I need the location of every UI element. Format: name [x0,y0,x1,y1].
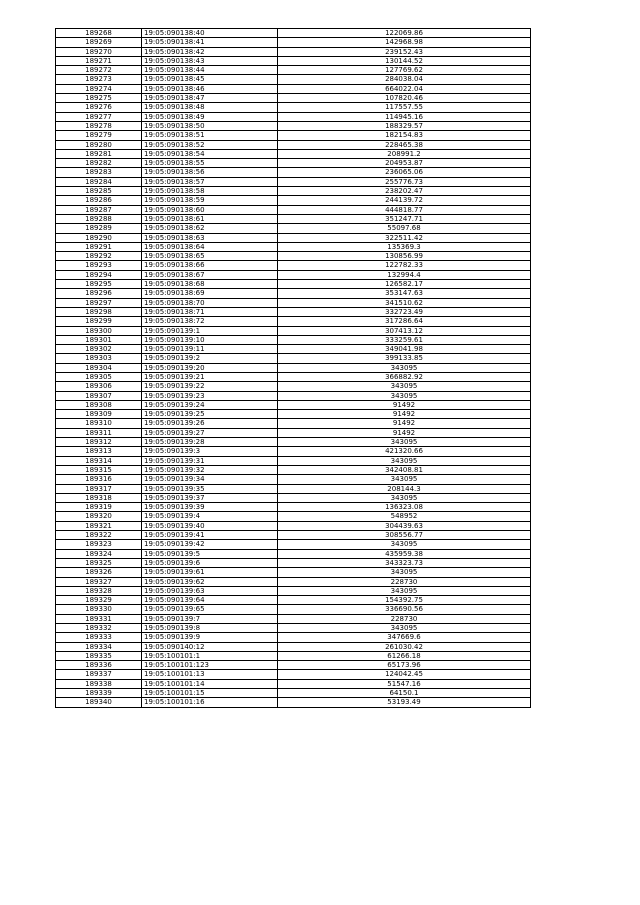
value-cell: 117557.55 [278,103,531,112]
table-row [56,661,531,670]
value-cell: 91492 [278,419,531,428]
value-cell: 343095 [278,568,531,577]
row-number-cell: 189273 [56,75,142,84]
value-cell: 135369.3 [278,242,531,251]
cadastral-number-cell: 19:05:090138:47 [142,94,278,103]
row-number-cell: 189268 [56,29,142,38]
value-cell: 239152.43 [278,47,531,56]
value-cell: 204953.87 [278,159,531,168]
table-row [56,540,531,549]
row-number-cell: 189331 [56,614,142,623]
value-cell: 343095 [278,624,531,633]
table-row [56,568,531,577]
row-number-cell: 189276 [56,103,142,112]
row-number-cell: 189293 [56,261,142,270]
row-number-cell: 189321 [56,521,142,530]
row-number-cell: 189333 [56,633,142,642]
table-row [56,187,531,196]
table-row [56,38,531,47]
cadastral-number-cell: 19:05:090139:62 [142,577,278,586]
row-number-cell: 189323 [56,540,142,549]
cadastral-number-cell: 19:05:090139:61 [142,568,278,577]
row-number-cell: 189310 [56,419,142,428]
table-row [56,614,531,623]
table-row [56,382,531,391]
table-row [56,75,531,84]
value-cell: 399133.85 [278,354,531,363]
cadastral-number-cell: 19:05:100101:14 [142,679,278,688]
cadastral-number-cell: 19:05:090139:35 [142,484,278,493]
cadastral-number-cell: 19:05:090139:21 [142,372,278,381]
row-number-cell: 189277 [56,112,142,121]
cadastral-number-cell: 19:05:090138:70 [142,298,278,307]
value-cell: 343095 [278,382,531,391]
row-number-cell: 189326 [56,568,142,577]
row-number-cell: 189306 [56,382,142,391]
cadastral-number-cell: 19:05:090138:51 [142,131,278,140]
row-number-cell: 189308 [56,400,142,409]
row-number-cell: 189324 [56,549,142,558]
value-cell: 284038.04 [278,75,531,84]
row-number-cell: 189318 [56,493,142,502]
cadastral-number-cell: 19:05:090138:50 [142,121,278,130]
table-row [56,484,531,493]
row-number-cell: 189291 [56,242,142,251]
row-number-cell: 189297 [56,298,142,307]
table-row [56,112,531,121]
cadastral-number-cell: 19:05:090139:10 [142,335,278,344]
row-number-cell: 189272 [56,66,142,75]
value-cell: 343095 [278,391,531,400]
cadastral-number-cell: 19:05:090139:5 [142,549,278,558]
value-cell: 304439.63 [278,521,531,530]
table-row [56,289,531,298]
value-cell: 349041.98 [278,345,531,354]
cadastral-number-cell: 19:05:090139:6 [142,558,278,567]
table-row [56,168,531,177]
table-row [56,419,531,428]
value-cell: 244139.72 [278,196,531,205]
cadastral-number-cell: 19:05:090138:40 [142,29,278,38]
table-row [56,298,531,307]
value-cell: 132994.4 [278,270,531,279]
cadastral-number-cell: 19:05:090138:61 [142,214,278,223]
value-cell: 322511.42 [278,233,531,242]
table-row [56,531,531,540]
cadastral-number-cell: 19:05:090139:7 [142,614,278,623]
row-number-cell: 189332 [56,624,142,633]
table-row [56,84,531,93]
table-row [56,94,531,103]
value-cell: 61266.18 [278,651,531,660]
value-cell: 126582.17 [278,280,531,289]
value-cell: 228730 [278,614,531,623]
table-row [56,670,531,679]
cadastral-number-cell: 19:05:090139:1 [142,326,278,335]
row-number-cell: 189270 [56,47,142,56]
row-number-cell: 189317 [56,484,142,493]
table-row [56,29,531,38]
table-row [56,354,531,363]
value-cell: 55097.68 [278,224,531,233]
row-number-cell: 189280 [56,140,142,149]
row-number-cell: 189327 [56,577,142,586]
value-cell: 421320.66 [278,447,531,456]
table-body [56,29,531,708]
row-number-cell: 189285 [56,187,142,196]
value-cell: 664022.04 [278,84,531,93]
row-number-cell: 189279 [56,131,142,140]
value-cell: 548952 [278,512,531,521]
row-number-cell: 189286 [56,196,142,205]
cadastral-number-cell: 19:05:090139:20 [142,363,278,372]
row-number-cell: 189315 [56,465,142,474]
cadastral-number-cell: 19:05:090138:68 [142,280,278,289]
value-cell: 343095 [278,586,531,595]
table-row [56,391,531,400]
row-number-cell: 189294 [56,270,142,279]
value-cell: 228730 [278,577,531,586]
value-cell: 343323.73 [278,558,531,567]
row-number-cell: 189292 [56,252,142,261]
value-cell: 336690.56 [278,605,531,614]
table-row [56,456,531,465]
value-cell: 53193.49 [278,698,531,707]
table-row [56,642,531,651]
value-cell: 228465.38 [278,140,531,149]
value-cell: 444818.77 [278,205,531,214]
table-row [56,140,531,149]
cadastral-number-cell: 19:05:090138:42 [142,47,278,56]
value-cell: 351247.71 [278,214,531,223]
table-row [56,196,531,205]
value-cell: 142968.98 [278,38,531,47]
value-cell: 188329.57 [278,121,531,130]
cadastral-number-cell: 19:05:090139:26 [142,419,278,428]
cadastral-number-cell: 19:05:090139:25 [142,410,278,419]
cadastral-number-cell: 19:05:100101:16 [142,698,278,707]
value-cell: 343095 [278,438,531,447]
value-cell: 332723.49 [278,307,531,316]
cadastral-number-cell: 19:05:090139:65 [142,605,278,614]
cadastral-number-cell: 19:05:090139:63 [142,586,278,595]
table-row [56,400,531,409]
cadastral-number-cell: 19:05:090139:31 [142,456,278,465]
cadastral-number-cell: 19:05:090139:39 [142,503,278,512]
table-row [56,503,531,512]
cadastral-number-cell: 19:05:090138:64 [142,242,278,251]
value-cell: 343095 [278,493,531,502]
cadastral-number-cell: 19:05:090139:64 [142,596,278,605]
value-cell: 347669.6 [278,633,531,642]
value-cell: 208991.2 [278,149,531,158]
row-number-cell: 189325 [56,558,142,567]
value-cell: 343095 [278,363,531,372]
table-row [56,345,531,354]
table-row [56,307,531,316]
table-row [56,651,531,660]
table-row [56,410,531,419]
table-row [56,56,531,65]
value-cell: 366882.92 [278,372,531,381]
data-table [55,28,531,708]
row-number-cell: 189311 [56,428,142,437]
cadastral-number-cell: 19:05:090138:72 [142,317,278,326]
cadastral-number-cell: 19:05:090138:58 [142,187,278,196]
table-row [56,679,531,688]
row-number-cell: 189305 [56,372,142,381]
cadastral-number-cell: 19:05:090138:59 [142,196,278,205]
value-cell: 255776.73 [278,177,531,186]
value-cell: 308556.77 [278,531,531,540]
table-row [56,475,531,484]
value-cell: 64150.1 [278,689,531,698]
row-number-cell: 189275 [56,94,142,103]
row-number-cell: 189340 [56,698,142,707]
table-row [56,438,531,447]
cadastral-number-cell: 19:05:090139:24 [142,400,278,409]
table-row [56,698,531,707]
cadastral-number-cell: 19:05:090139:32 [142,465,278,474]
row-number-cell: 189295 [56,280,142,289]
row-number-cell: 189335 [56,651,142,660]
row-number-cell: 189288 [56,214,142,223]
table-row [56,521,531,530]
row-number-cell: 189329 [56,596,142,605]
value-cell: 124042.45 [278,670,531,679]
table-row [56,363,531,372]
table-row [56,605,531,614]
cadastral-number-cell: 19:05:090138:52 [142,140,278,149]
value-cell: 343095 [278,475,531,484]
table-row [56,233,531,242]
value-cell: 114945.16 [278,112,531,121]
cadastral-number-cell: 19:05:100101:123 [142,661,278,670]
row-number-cell: 189281 [56,149,142,158]
row-number-cell: 189282 [56,159,142,168]
cadastral-number-cell: 19:05:090138:43 [142,56,278,65]
cadastral-number-cell: 19:05:090138:60 [142,205,278,214]
cadastral-number-cell: 19:05:090138:63 [142,233,278,242]
cadastral-number-cell: 19:05:090138:48 [142,103,278,112]
table-row [56,280,531,289]
cadastral-number-cell: 19:05:090138:66 [142,261,278,270]
table-row [56,465,531,474]
value-cell: 107820.46 [278,94,531,103]
cadastral-number-cell: 19:05:090139:41 [142,531,278,540]
row-number-cell: 189313 [56,447,142,456]
row-number-cell: 189283 [56,168,142,177]
table-row [56,149,531,158]
value-cell: 343095 [278,540,531,549]
row-number-cell: 189307 [56,391,142,400]
cadastral-number-cell: 19:05:090139:8 [142,624,278,633]
value-cell: 307413.12 [278,326,531,335]
row-number-cell: 189287 [56,205,142,214]
table-row [56,317,531,326]
cadastral-number-cell: 19:05:090139:4 [142,512,278,521]
row-number-cell: 189316 [56,475,142,484]
cadastral-number-cell: 19:05:090138:62 [142,224,278,233]
cadastral-number-cell: 19:05:090138:55 [142,159,278,168]
row-number-cell: 189301 [56,335,142,344]
value-cell: 238202.47 [278,187,531,196]
row-number-cell: 189322 [56,531,142,540]
cadastral-number-cell: 19:05:090139:9 [142,633,278,642]
row-number-cell: 189314 [56,456,142,465]
table-row [56,242,531,251]
cadastral-number-cell: 19:05:090139:11 [142,345,278,354]
cadastral-number-cell: 19:05:090139:34 [142,475,278,484]
row-number-cell: 189269 [56,38,142,47]
table-row [56,428,531,437]
table-row [56,493,531,502]
row-number-cell: 189328 [56,586,142,595]
row-number-cell: 189338 [56,679,142,688]
table-row [56,224,531,233]
row-number-cell: 189274 [56,84,142,93]
value-cell: 333259.61 [278,335,531,344]
row-number-cell: 189284 [56,177,142,186]
cadastral-number-cell: 19:05:090139:37 [142,493,278,502]
value-cell: 154392.75 [278,596,531,605]
value-cell: 208144.3 [278,484,531,493]
row-number-cell: 189320 [56,512,142,521]
value-cell: 136323.08 [278,503,531,512]
table-row [56,326,531,335]
cadastral-number-cell: 19:05:090139:2 [142,354,278,363]
table-row [56,214,531,223]
row-number-cell: 189271 [56,56,142,65]
value-cell: 317286.64 [278,317,531,326]
value-cell: 127769.62 [278,66,531,75]
value-cell: 122782.33 [278,261,531,270]
cadastral-number-cell: 19:05:090138:49 [142,112,278,121]
table-row [56,159,531,168]
value-cell: 91492 [278,400,531,409]
row-number-cell: 189300 [56,326,142,335]
table-row [56,586,531,595]
cadastral-number-cell: 19:05:090139:27 [142,428,278,437]
cadastral-number-cell: 19:05:090138:71 [142,307,278,316]
table-row [56,335,531,344]
row-number-cell: 189337 [56,670,142,679]
value-cell: 435959.38 [278,549,531,558]
value-cell: 343095 [278,456,531,465]
row-number-cell: 189334 [56,642,142,651]
table-row [56,103,531,112]
row-number-cell: 189296 [56,289,142,298]
table-row [56,177,531,186]
row-number-cell: 189309 [56,410,142,419]
table-row [56,558,531,567]
table-row [56,512,531,521]
value-cell: 91492 [278,428,531,437]
table-row [56,549,531,558]
value-cell: 342408.81 [278,465,531,474]
table-row [56,372,531,381]
cadastral-number-cell: 19:05:090139:42 [142,540,278,549]
cadastral-number-cell: 19:05:090140:12 [142,642,278,651]
cadastral-number-cell: 19:05:090138:46 [142,84,278,93]
cadastral-number-cell: 19:05:090139:28 [142,438,278,447]
cadastral-number-cell: 19:05:090139:23 [142,391,278,400]
row-number-cell: 189330 [56,605,142,614]
table-row [56,66,531,75]
cadastral-number-cell: 19:05:090138:57 [142,177,278,186]
table-row [56,121,531,130]
cadastral-number-cell: 19:05:090138:56 [142,168,278,177]
row-number-cell: 189339 [56,689,142,698]
cadastral-number-cell: 19:05:090138:67 [142,270,278,279]
table-row [56,47,531,56]
table-row [56,596,531,605]
value-cell: 236065.06 [278,168,531,177]
value-cell: 261030.42 [278,642,531,651]
value-cell: 130144.52 [278,56,531,65]
table-row [56,447,531,456]
row-number-cell: 189298 [56,307,142,316]
cadastral-number-cell: 19:05:100101:1 [142,651,278,660]
value-cell: 353147.63 [278,289,531,298]
cadastral-number-cell: 19:05:100101:13 [142,670,278,679]
table-row [56,270,531,279]
row-number-cell: 189299 [56,317,142,326]
cadastral-number-cell: 19:05:100101:15 [142,689,278,698]
row-number-cell: 189290 [56,233,142,242]
cadastral-number-cell: 19:05:090138:41 [142,38,278,47]
value-cell: 91492 [278,410,531,419]
value-cell: 65173.96 [278,661,531,670]
row-number-cell: 189289 [56,224,142,233]
row-number-cell: 189303 [56,354,142,363]
table-row [56,624,531,633]
cadastral-number-cell: 19:05:090138:54 [142,149,278,158]
value-cell: 341510.62 [278,298,531,307]
value-cell: 51547.16 [278,679,531,688]
table-row [56,633,531,642]
value-cell: 182154.83 [278,131,531,140]
cadastral-number-cell: 19:05:090138:44 [142,66,278,75]
row-number-cell: 189304 [56,363,142,372]
cadastral-number-cell: 19:05:090139:40 [142,521,278,530]
row-number-cell: 189336 [56,661,142,670]
table-row [56,577,531,586]
table-row [56,252,531,261]
table-row [56,205,531,214]
row-number-cell: 189302 [56,345,142,354]
row-number-cell: 189319 [56,503,142,512]
row-number-cell: 189278 [56,121,142,130]
row-number-cell: 189312 [56,438,142,447]
cadastral-number-cell: 19:05:090138:65 [142,252,278,261]
value-cell: 130856.99 [278,252,531,261]
cadastral-number-cell: 19:05:090138:69 [142,289,278,298]
value-cell: 122069.86 [278,29,531,38]
cadastral-number-cell: 19:05:090139:3 [142,447,278,456]
table-row [56,261,531,270]
table-row [56,689,531,698]
table-row [56,131,531,140]
cadastral-number-cell: 19:05:090138:45 [142,75,278,84]
cadastral-number-cell: 19:05:090139:22 [142,382,278,391]
